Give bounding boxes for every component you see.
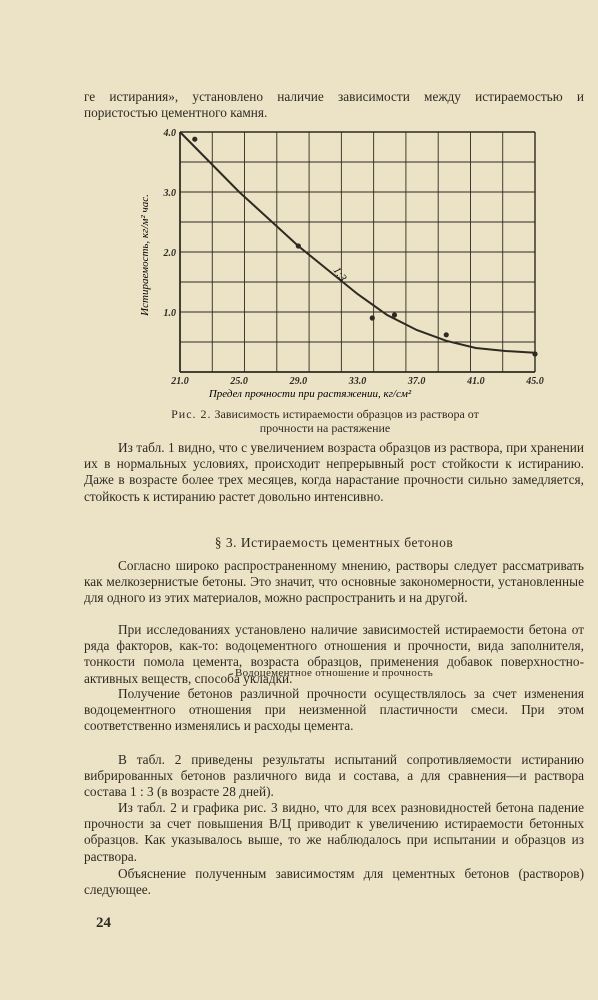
paragraph-2: Согласно широко распространенному мнению, растворы следует рассматривать как мелкозернистые бетоны. Это значит, что основные закономерности, установленные для одного из этих материалов, можно распространить и на другой. [84, 558, 584, 606]
paragraph-intro: ге истирания», установлено наличие зависимости между истираемостью и пористостью цементного камня. [84, 89, 584, 121]
y-axis-label: Истираемость, кг/м² час. [139, 194, 151, 316]
paragraph-7: Объяснение полученным зависимостям для цементных бетонов (растворов) следующее. [84, 866, 584, 898]
x-tick-label: 41.0 [467, 376, 485, 387]
x-tick-labels [170, 376, 544, 387]
y-tick-label: 2.0 [163, 248, 176, 259]
figure-caption-label: Рис. 2. [171, 407, 212, 421]
data-point [444, 332, 449, 337]
x-tick-label: 21.0 [171, 376, 189, 387]
chart-curve [180, 132, 535, 353]
chart-grid [180, 132, 535, 372]
figure-caption-text: Зависимость истираемости образцов из раствора от прочности на растяжение [214, 407, 479, 435]
paragraph-3: При исследованиях установлено наличие зависимостей истираемости бетона от ряда факторов, как-то: водоцементного отношения и прочности, вида заполнителя, тонкости помола цемента, возраста образцов, применения добавок поверхностно-активных веществ, способа укладки. [84, 622, 584, 686]
y-tick-label: 1.0 [163, 308, 176, 319]
x-tick-label: 45.0 [526, 376, 544, 387]
x-tick-label: 25.0 [230, 376, 248, 387]
curve-label: 1:3 [330, 264, 349, 284]
x-axis-label: Предел прочности при растяжении, кг/см² [208, 388, 412, 400]
paragraph-6: Из табл. 2 и графика рис. 3 видно, что для всех разновидностей бетона падение прочности за счет повышения В/Ц приводит к увеличению истираемости бетонных образцов. Как указывалось выше, то же наблюдалось при испытании и образцов из раствора. [84, 800, 584, 864]
y-tick-label: 3.0 [163, 188, 176, 199]
figure-caption [160, 407, 490, 435]
data-point [532, 351, 537, 356]
paragraph-1: Из табл. 1 видно, что с увеличением возраста образцов из раствора, при хранении их в нормальных условиях, происходит непрерывный рост стойкости к истиранию. Даже в возрасте более трех месяцев, когда нарастание прочности сильно замедляется, стойкость к истиранию растет довольно интенсивно. [84, 440, 584, 504]
data-point [296, 243, 301, 248]
page-number: 24 [96, 915, 111, 931]
section-heading: § 3. Истираемость цементных бетонов [214, 535, 454, 550]
data-point [192, 137, 197, 142]
x-tick-label: 29.0 [289, 376, 308, 387]
data-point [370, 315, 375, 320]
x-tick-label: 33.0 [348, 376, 367, 387]
x-tick-label: 37.0 [407, 376, 426, 387]
paragraph-5: В табл. 2 приведены результаты испытаний сопротивляемости истиранию вибрированных бетонов различного вида и состава, а для сравнения—и раствора состава 1 : 3 (в возрасте 28 дней). [84, 752, 584, 800]
paragraph-4: Получение бетонов различной прочности осуществлялось за счет изменения водоцементного отношения при неизменной пластичности смеси. При этом соответственно изменялись и расходы цемента. [84, 686, 584, 734]
y-tick-labels [163, 128, 177, 319]
data-point [392, 312, 397, 317]
data-curve [180, 132, 535, 353]
subheading: Водоцементное отношение и прочность [234, 667, 434, 679]
y-tick-label: 4.0 [163, 128, 176, 139]
chart-points [192, 137, 537, 357]
abrasion-strength-chart [0, 0, 598, 400]
